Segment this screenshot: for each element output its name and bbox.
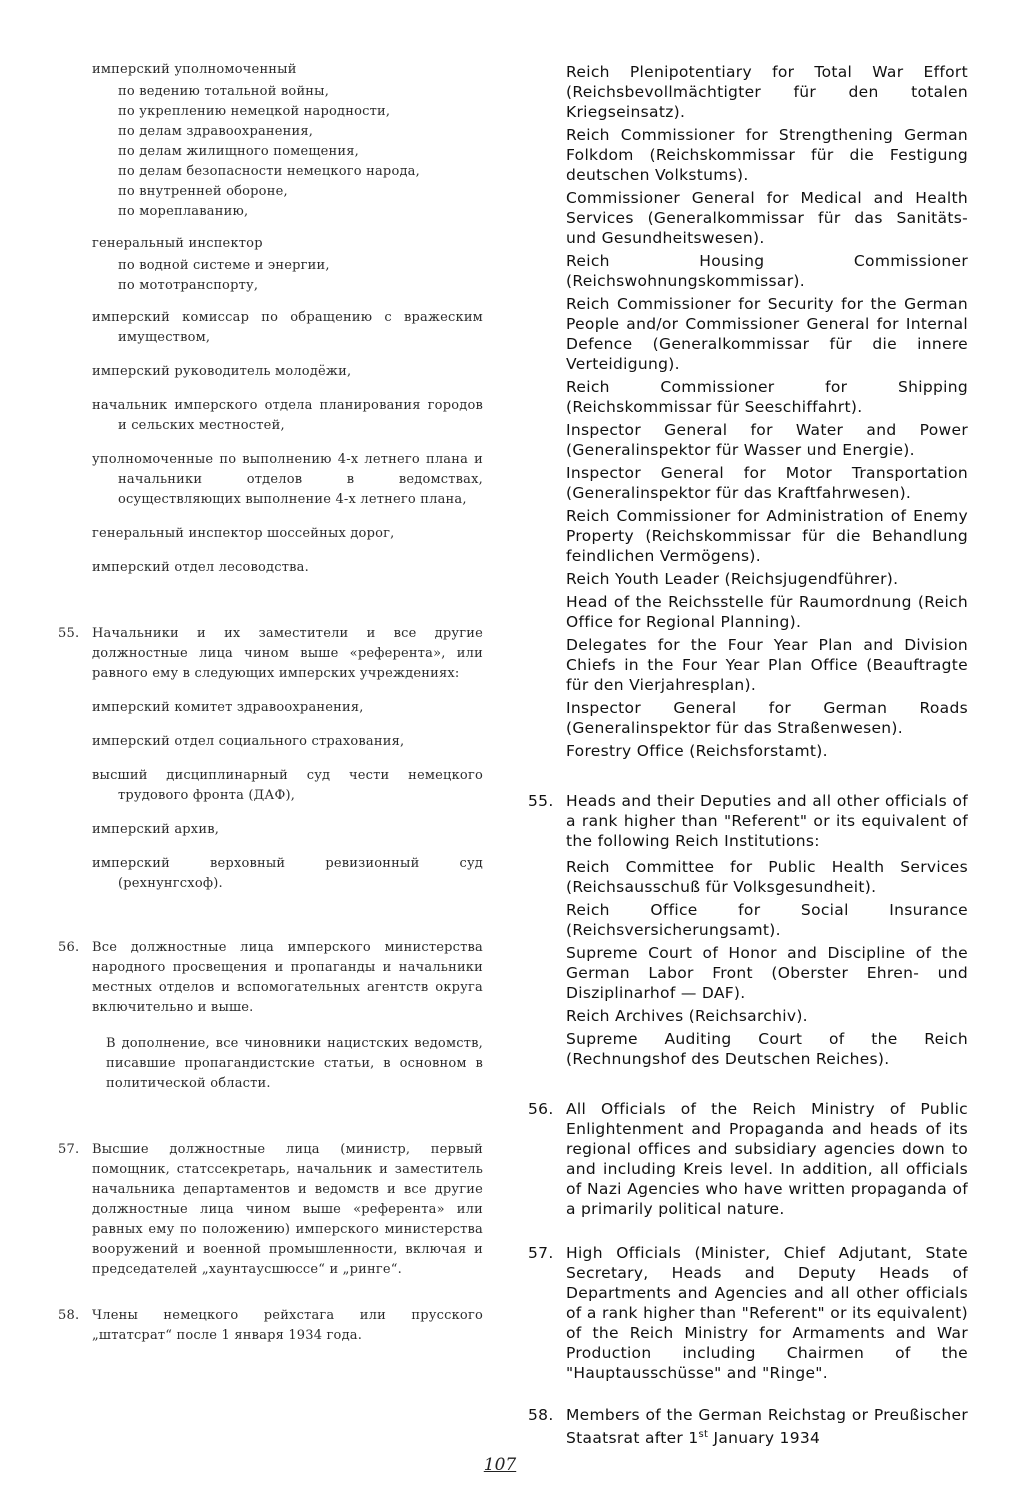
russian-column	[58, 60, 483, 1346]
ru-paragraph-number: 58.	[58, 1308, 80, 1323]
en-list-item: Reich Committee for Public Health Services (Reichsausschuß für Volksgesundheit).	[566, 858, 968, 896]
en-paragraph-58	[528, 1405, 968, 1448]
en-list-item: Reich Office for Social Insurance (Reichsversicherungsamt).	[566, 901, 968, 939]
en-paragraph-number: 56.	[528, 1100, 554, 1118]
ru-list-item: имперский руководитель молодёжи,	[92, 364, 352, 379]
ru-paragraph-text: Члены немецкого рейхстага или прусского „штатсрат“ после 1 января 1934 года.	[92, 1308, 483, 1343]
en-paragraph-text	[566, 1405, 968, 1448]
ru-paragraph-number: 57.	[58, 1142, 80, 1157]
ru-paragraph-text: Все должностные лица имперского министерства народного просвещения и пропаганды и начальники местных отделов и вспомогательных агентств округа включительно и выше.	[92, 940, 483, 1015]
en-list-item: Head of the Reichsstelle für Raumordnung (Reich Office for Regional Planning).	[566, 593, 968, 631]
ru-list-item: имперский отдел социального страхования,	[92, 734, 405, 749]
ru-sub-item: по внутренней обороне,	[118, 184, 288, 199]
ru-list-item: уполномоченные по выполнению 4-х летнего плана и начальники отделов в ведомствах, осуществляющих выполнение 4-х летнего плана,	[92, 452, 483, 507]
en-list-item: Forestry Office (Reichsforstamt).	[566, 742, 828, 760]
ru-paragraph-57	[58, 1140, 483, 1280]
en-list-item: Reich Plenipotentiary for Total War Effort (Reichsbevollmächtigter für den totalen Kriegseinsatz).	[566, 63, 968, 121]
ru-sub-item: по делам безопасности немецкого народа,	[118, 164, 420, 179]
en-paragraph-57	[528, 1243, 968, 1383]
ru-paragraph-text: В дополнение, все чиновники нацистских ведомств, писавшие пропагандистские статьи, в основном в политической области.	[106, 1036, 483, 1091]
en-paragraph-number: 55.	[528, 792, 554, 810]
en-list-item: Reich Commissioner for Strengthening German Folkdom (Reichskommissar für die Festigung deutschen Volkstums).	[566, 126, 968, 184]
en-list-item: Reich Housing Commissioner (Reichswohnungskommissar).	[566, 252, 968, 290]
en-paragraph-55	[528, 791, 968, 851]
en-paragraph-text: High Officials (Minister, Chief Adjutant, State Secretary, Heads and Deputy Heads of Departments and Agencies and all other officials of a rank higher than "Referent" or its equivalent) of the Reich Ministry for Armaments and War Production including Chairmen of the "Hauptausschüsse" and "Ringe".	[566, 1244, 968, 1382]
ru-list-item: имперский комитет здравоохранения,	[92, 700, 364, 715]
ru-list-item: генеральный инспектор шоссейных дорог,	[92, 526, 395, 541]
ru-list-item: имперский верховный ревизионный суд (рехнунгсхоф).	[92, 856, 483, 891]
en-text-part: January 1934	[708, 1429, 821, 1448]
ru-sub-item: по делам здравоохранения,	[118, 124, 314, 139]
en-paragraph-text: Heads and their Deputies and all other officials of a rank higher than "Referent" or its equivalent of the following Reich Institutions:	[566, 792, 968, 850]
ru-list-item: начальник имперского отдела планирования городов и сельских местностей,	[92, 398, 483, 433]
ru-paragraph-text: Высшие должностные лица (министр, первый помощник, статссекретарь, начальник и заместитель начальника департаментов и ведомств и все другие должностные лица чином выше «референта» или равных ему по положению) имперского министерства вооружений и военной промышленности, включая и председателей „хаунтаусшюссе“ и „ринге“.	[92, 1142, 483, 1277]
en-list-item: Commissioner General for Medical and Health Services (Generalkommissar für das Sanitäts- und Gesundheitswesen).	[566, 189, 968, 247]
english-column	[528, 62, 968, 1448]
en-paragraph-number: 57.	[528, 1244, 554, 1262]
en-list-item: Inspector General for German Roads (Generalinspektor für das Straßenwesen).	[566, 699, 968, 737]
ru-paragraph-55	[58, 624, 483, 684]
ru-paragraph-text: Начальники и их заместители и все другие должностные лица чином выше «референта», или равного ему в следующих имперских учреждениях:	[92, 626, 483, 681]
en-list-item: Inspector General for Water and Power (Generalinspektor für Wasser und Energie).	[566, 421, 968, 459]
en-list-item: Supreme Auditing Court of the Reich (Rechnungshof des Deutschen Reiches).	[566, 1030, 968, 1068]
ru-heading-plenipotentiary: имперский уполномоченный	[92, 62, 297, 77]
ru-sub-item: по мореплаванию,	[118, 204, 249, 219]
ru-list-item: имперский комиссар по обращению с вражеским имуществом,	[92, 310, 483, 345]
ru-sub-item: по укреплению немецкой народности,	[118, 104, 391, 119]
ru-sub-item: по делам жилищного помещения,	[118, 144, 360, 159]
en-list-item: Supreme Court of Honor and Discipline of the German Labor Front (Oberster Ehren- und Disziplinarhof — DAF).	[566, 944, 968, 1002]
ru-paragraph-58	[58, 1306, 483, 1346]
ru-list-item: имперский архив,	[92, 822, 220, 837]
ru-sub-item: по мототранспорту,	[118, 278, 259, 293]
page-number: 107	[483, 1455, 517, 1475]
ru-sub-item: по водной системе и энергии,	[118, 258, 330, 273]
en-list-item: Reich Commissioner for Shipping (Reichskommissar für Seeschiffahrt).	[566, 378, 968, 416]
en-paragraph-number: 58.	[528, 1406, 554, 1424]
en-list-item: Delegates for the Four Year Plan and Division Chiefs in the Four Year Plan Office (Beauftragte für den Vierjahresplan).	[566, 636, 968, 694]
en-list-item: Inspector General for Motor Transportation (Generalinspektor für das Kraftfahrwesen).	[566, 464, 968, 502]
en-paragraph-56	[528, 1099, 968, 1219]
en-list-item: Reich Commissioner for Security for the German People and/or Commissioner General for Internal Defence (Generalkommissar für die innere Verteidigung).	[566, 295, 968, 373]
en-list-item: Reich Youth Leader (Reichsjugendführer).	[566, 570, 899, 588]
ru-sublist-2	[58, 256, 483, 296]
ru-paragraph-56	[58, 938, 483, 1018]
en-superscript: st	[698, 1429, 709, 1440]
en-list-item: Reich Commissioner for Administration of Enemy Property (Reichskommissar für die Behandlung feindlichen Vermögens).	[566, 507, 968, 565]
ru-heading-inspector: генеральный инспектор	[92, 236, 263, 251]
en-paragraph-text: All Officials of the Reich Ministry of Public Enlightenment and Propaganda and heads of its regional offices and subsidiary agencies down to and including Kreis level. In addition, all officials of Nazi Agencies who have written propaganda of a primarily political nature.	[566, 1100, 968, 1218]
en-list-item: Reich Archives (Reichsarchiv).	[566, 1007, 808, 1025]
ru-paragraph-number: 56.	[58, 940, 80, 955]
ru-list-item: имперский отдел лесоводства.	[92, 560, 309, 575]
ru-sub-item: по ведению тотальной войны,	[118, 84, 330, 99]
en-text-part: Members of the German Reichstag or Preußischer Staatsrat after 1	[566, 1406, 968, 1448]
ru-list-item: высший дисциплинарный суд чести немецкого трудового фронта (ДАФ),	[92, 768, 483, 803]
ru-sublist-1	[58, 82, 483, 222]
ru-paragraph-number: 55.	[58, 626, 80, 641]
